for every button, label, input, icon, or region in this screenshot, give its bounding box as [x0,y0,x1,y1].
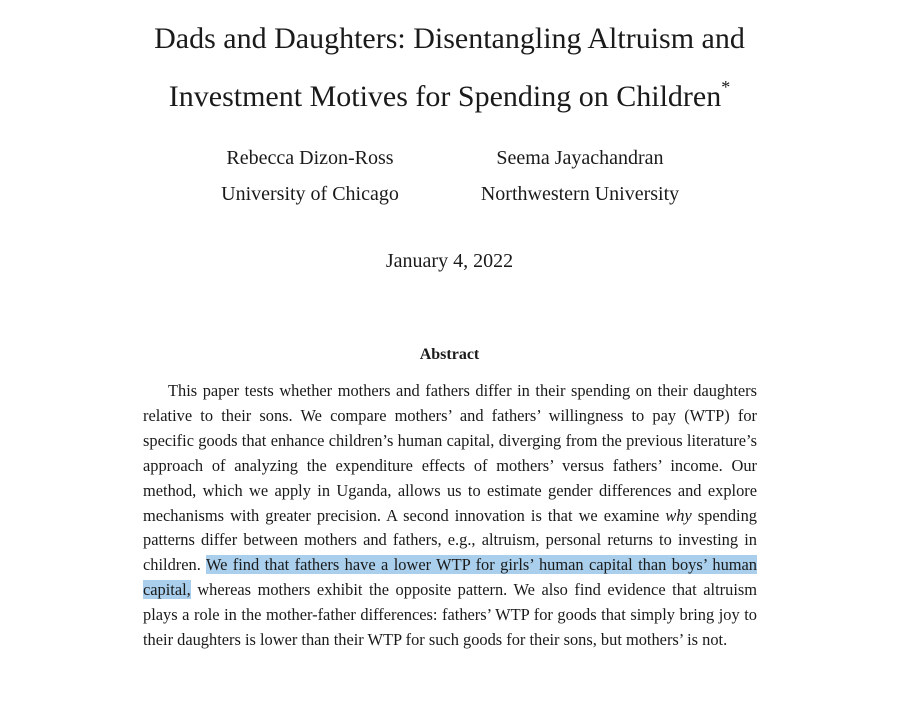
abstract-paragraph[interactable] [143,379,757,653]
abstract-text-part-2: spending patterns differ between mothers and fathers, e.g., altruism, personal returns to investing in children. [143,505,757,575]
title-line-2-text: Investment Motives for Spending on Children [168,80,722,113]
paper-date: January 4, 2022 [385,250,514,272]
title-line-2 [0,64,899,122]
author-affiliation: Northwestern University [480,183,680,205]
title-line-1: Dads and Daughters: Disentangling Altruism and [154,22,745,55]
abstract-body[interactable] [143,379,757,653]
author-1 [200,140,420,212]
author-name: Seema Jayachandran [496,147,664,169]
abstract-text-part-1: This paper tests whether mothers and fathers differ in their spending on their daughters relative to their sons. We compare mothers’ and fathers’ willingness to pay (WTP) for specific goods that enhance children’s human capital, diverging from the previous literature’s approach of analyzing the expenditure effects of mothers’ versus fathers’ income. Our method, which we apply in Uganda, allows us to estimate gender differences and explore mechanisms with greater precision. A second innovation is that we examine [143,381,757,525]
abstract-heading: Abstract [419,346,480,363]
selected-text-highlight[interactable]: We find that fathers have a lower WTP for girls’ human capital than boys’ human capital, [143,555,757,600]
author-affiliation: University of Chicago [221,183,399,205]
paper-title [0,14,899,122]
abstract-emphasis: why [665,505,692,525]
abstract-text-part-3: whereas mothers exhibit the opposite pattern. We also find evidence that altruism plays a role in the mother-father differences: fathers’ WTP for goods that simply bring joy to their daughters is lower than their WTP for such goods for their sons, but mothers’ is not. [143,580,757,650]
author-name: Rebecca Dizon-Ross [226,147,394,169]
title-footnote-mark: * [721,77,731,97]
author-2 [460,140,700,212]
